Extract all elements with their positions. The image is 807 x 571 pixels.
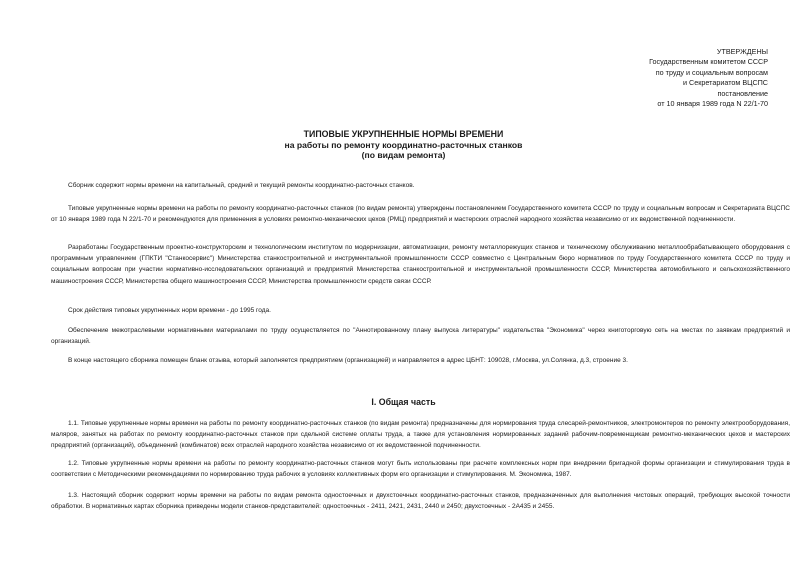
section-paragraph-1-3: 1.3. Настоящий сборник содержит нормы времени на работы по видам ремонта одностоечных и двухстоечных координатно-расточных станков, предназначенных для выполнения чистовых операций, требующих высокой точности обработки. В нормативных картах сборника приведены модели станков-представителей: одностоечных - 2411, 2421, 2431, 2440 и 2450; двухстоечных - 2А435 и 2455. <box>51 492 790 511</box>
section-heading: I. Общая часть <box>371 397 436 407</box>
intro-paragraph-2: Типовые укрупненные нормы времени на работы по ремонту координатно-расточных станков (по видам ремонта) утверждены постановлением Государственного комитета СССР по труду и социальным вопросам и Секретариата ВЦСПС от 10 января 1989 года N 22/1-70 и рекомендуются для применения в условиях ремонтно-механических цехов (РМЦ) предприятий и мастерских отраслей народного хозяйства независимо от их ведомственной подчиненности. <box>51 205 790 224</box>
section-paragraph-1-1: 1.1. Типовые укрупненные нормы времени на работы по ремонту координатно-расточных станков (по видам ремонта) предназначены для нормирования труда слесарей-ремонтников, электромонтеров по ремонту электрооборудования, маляров, занятых на работах по ремонту координатно-расточных станков при сдельной системе оплаты труда, а также для установления нормированных заданий рабочим-повременщикам ремонтно-механических цехов и мастерских предприятий (организаций), объединений (комбинатов) всех отраслей народного хозяйства независимо от их ведомственной подчиненности. <box>51 420 790 450</box>
intro-paragraph-1: Сборник содержит нормы времени на капитальный, средний и текущий ремонты координатно-расточных станков. <box>68 182 415 189</box>
approval-line: УТВЕРЖДЕНЫ <box>716 47 768 56</box>
title-line-3: (по видам ремонта) <box>361 150 446 161</box>
approval-line: постановление <box>717 88 768 98</box>
intro-paragraph-6: В конце настоящего сборника помещен бланк отзыва, который заполняется предприятием (организацией) и направляется в адрес ЦБНТ: 109028, г.Москва, ул.Солянка, д.3, строение 3. <box>68 357 628 364</box>
approval-line: Государственным комитетом СССР <box>649 57 768 67</box>
approval-line: и Секретариатом ВЦСПС <box>683 78 768 88</box>
intro-paragraph-5: Обеспечение межотраслевыми нормативными материалами по труду осуществляется по "Аннотированному плану выпуска литературы" издательства "Экономика" через книготорговую сеть на местах по заявкам предприятий и организаций. <box>51 327 790 346</box>
approval-block <box>508 47 768 109</box>
document-title <box>0 129 807 161</box>
section-paragraph-1-2: 1.2. Типовые укрупненные нормы времени на работы по ремонту координатно-расточных станков могут быть использованы при расчете комплексных норм при внедрении бригадной формы организации и стимулирования труда в соответствии с Методическими рекомендациями по нормированию труда рабочих в условиях коллективных форм его организации и стимулирования. М. Экономика, 1987. <box>51 460 790 479</box>
approval-line: по труду и социальным вопросам <box>655 67 768 77</box>
title-line-1: ТИПОВЫЕ УКРУПНЕННЫЕ НОРМЫ ВРЕМЕНИ <box>303 129 504 139</box>
title-line-2: на работы по ремонту координатно-расточных станков <box>284 139 523 150</box>
intro-paragraph-4: Срок действия типовых укрупненных норм времени - до 1995 года. <box>68 307 271 314</box>
approval-line: от 10 января 1989 года N 22/1-70 <box>657 99 768 109</box>
intro-paragraph-3: Разработаны Государственным проектно-конструкторским и технологическим институтом по модернизации, автоматизации, ремонту металлорежущих станков и техническому обслуживанию металлообрабатывающего оборудования с программным управлением (ГПКТИ "Станкосервис") Министерства станкостроительной и инструментальной промышленности СССР совместно с Центральным бюро нормативов по труду Государственного комитета СССР по труду и социальным вопросам при участии нормативно-исследовательских организаций и предприятий Министерства станкостроительной и инструментальной промышленности СССР, Министерства автомобильного и сельскохозяйственного машиностроения СССР, Министерства общего машиностроения СССР, Министерства промышленности средств связи СССР. <box>51 244 790 285</box>
